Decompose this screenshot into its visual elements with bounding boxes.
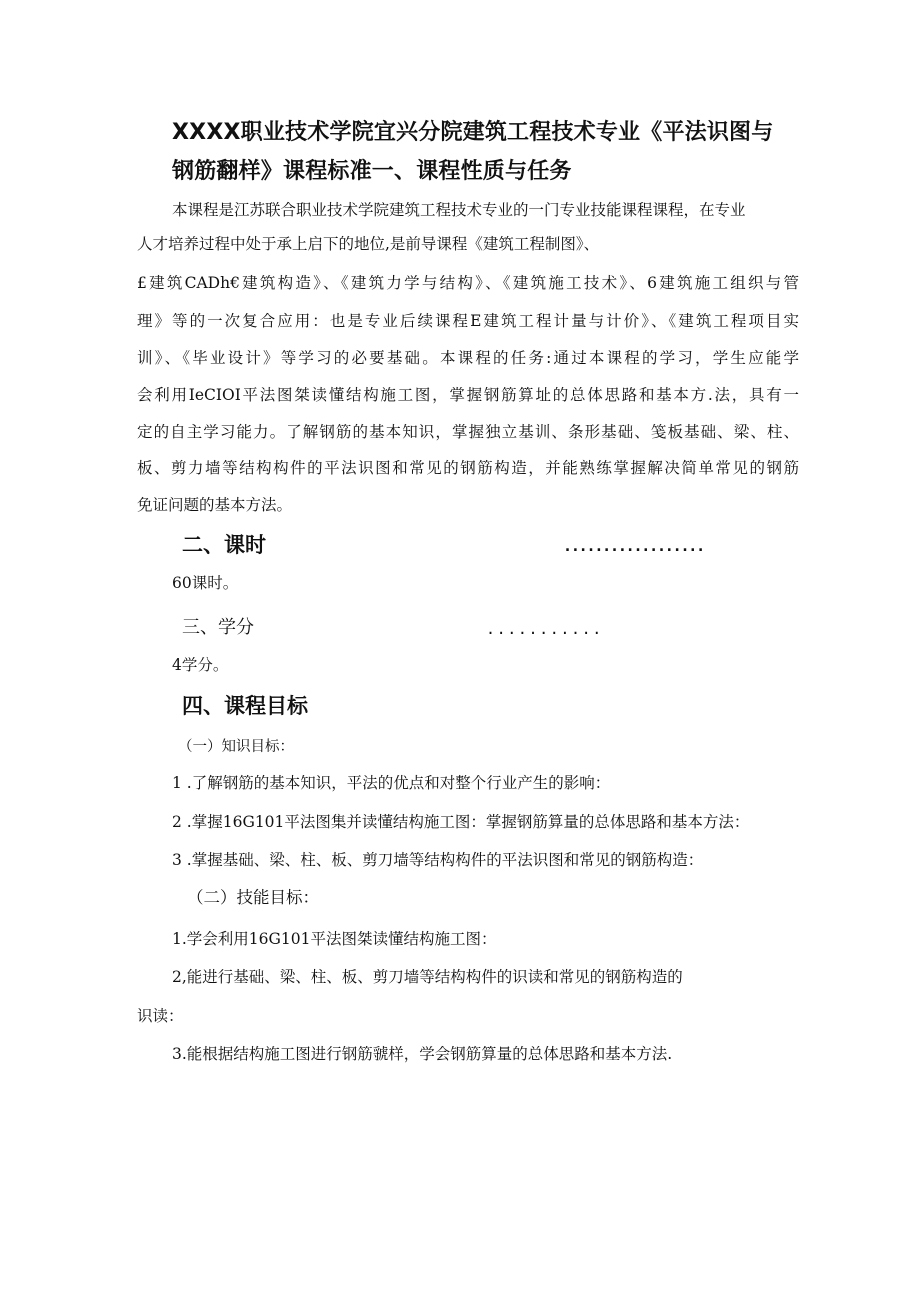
intro-line: 免证问题的基本方法。 — [137, 496, 293, 514]
document-title-line-1: XXXX职业技术学院宜兴分院建筑工程技术专业《平法识图与 — [172, 120, 774, 145]
section-heading-credits: 三、学分 — [182, 617, 254, 638]
section-heading-hours: 二、课时 — [182, 533, 266, 557]
list-item: 3 .掌握基础、梁、柱、板、剪刀墙等结构构件的平法识图和常见的钢筋构造： — [172, 851, 704, 869]
credits-value: 4学分。 — [172, 656, 229, 674]
document-title-line-2: 钢筋翻样》课程标准一、课程性质与任务 — [172, 159, 572, 184]
hours-value: 60课时。 — [172, 574, 239, 592]
section-heading-objectives: 四、课程目标 — [182, 694, 308, 718]
intro-line: 板、剪力墙等结构构件的平法识图和常见的钢筋构造，并能熟练掌握解决简单常见的钢筋 — [137, 459, 799, 477]
list-item: 1.学会利用16G101平法图桀读懂结构施工图： — [172, 930, 497, 948]
intro-line: 本课程是江苏联合职业技术学院建筑工程技术专业的一门专业技能课程课程，在专业 — [172, 201, 746, 219]
list-item: 2,能进行基础、梁、柱、板、剪刀墙等结构构件的识读和常见的钢筋构造的 — [172, 968, 683, 986]
intro-line: 会利用IeCIOI平法图桀读懂结构施工图，掌握钢筋算址的总体思路和基本方.法，具有一 — [137, 386, 799, 404]
dot-leader: .................. — [563, 537, 704, 555]
list-item-continuation: 识读： — [137, 1007, 184, 1025]
list-item: 1 .了解钢筋的基本知识，平法的优点和对整个行业产生的影响： — [172, 774, 611, 792]
list-item: 2 .掌握16G101平法图集并读懂结构施工图：掌握钢筋算量的总体思路和基本方法： — [172, 813, 750, 831]
skill-objectives-heading: （二）技能目标： — [187, 888, 319, 907]
intro-line: £建筑CADh€建筑构造》、《建筑力学与结构》、《建筑施工技术》、6建筑施工组织与管 — [137, 274, 799, 292]
knowledge-objectives-heading: （一）知识目标： — [178, 739, 294, 755]
list-item: 3.能根据结构施工图进行钢筋虢样，学会钢筋算量的总体思路和基本方法. — [172, 1045, 673, 1063]
dot-leader: ........... — [486, 620, 603, 638]
intro-line: 定的自主学习能力。了解钢筋的基本知识，掌握独立基训、条形基础、笺板基础、梁、柱、 — [137, 423, 799, 441]
intro-line: 训》、《毕业设计》等学习的必要基础。本课程的任务:通过本课程的学习，学生应能学 — [137, 349, 799, 367]
intro-line: 人才培养过程中处于承上启下的地位,是前导课程《建筑工程制图》、 — [137, 235, 600, 253]
intro-line: 理》等的一次复合应用：也是专业后续课程E建筑工程计量与计价》、《建筑工程项目实 — [137, 312, 799, 330]
